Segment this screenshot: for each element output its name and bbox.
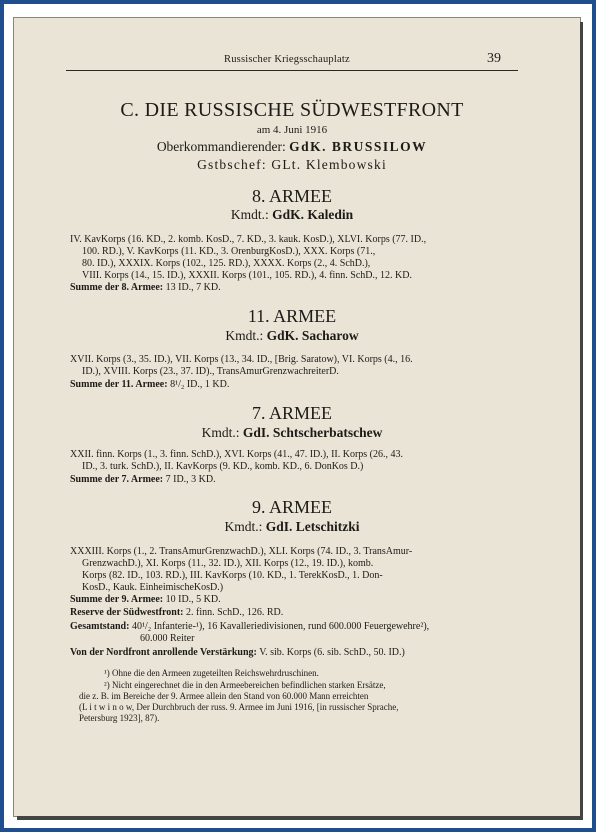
sum-label: Summe der 9. Armee: xyxy=(70,594,164,605)
kmdt-label: Kmdt.: xyxy=(201,425,240,440)
total-label: Gesamtstand: xyxy=(70,621,130,632)
commander-name: GdK. BRUSSILOW xyxy=(289,139,428,154)
army-sum xyxy=(70,594,221,605)
army-heading: 7. ARMEE xyxy=(251,403,332,423)
kmdt-label: Kmdt.: xyxy=(224,519,263,534)
army-text-line: ID., 3. turk. SchD.), II. KavKorps (9. KD., komb. KD., 6. DonKos D.) xyxy=(82,461,364,472)
reserve-line xyxy=(70,607,283,618)
chief-name: GLt. Klembowski xyxy=(271,157,387,172)
footnote-2: ²) Nicht eingerechnet die in den Armeebereichen befindlichen starken Ersätze, xyxy=(104,680,386,690)
army-heading: 9. ARMEE xyxy=(251,497,332,517)
sum-value: 10 ID., 5 KD. xyxy=(165,594,221,605)
footnote-1: ¹) Ohne die den Armeen zugeteilten Reichswehrdruschinen. xyxy=(104,668,319,678)
section-date: am 4. Juni 1916 xyxy=(256,124,328,136)
footnote-2-continued: die z. B. im Bereiche der 9. Armee allein den Stand von 60.000 Mann erreichten xyxy=(79,691,369,701)
army-commander xyxy=(66,328,518,344)
north-value: V. sib. Korps (6. sib. SchD., 50. ID.) xyxy=(259,647,405,658)
footnote-2-continued: Petersburg 1923], 87). xyxy=(79,713,160,723)
commander-line xyxy=(66,139,518,155)
footnote-2-continued: (L i t w i n o w, Der Durchbruch der russ. 9. Armee im Juni 1916, [in russischer Sprache, xyxy=(79,702,399,712)
running-title: Russischer Kriegsschauplatz xyxy=(224,54,350,65)
total-line-continued: 60.000 Reiter xyxy=(140,633,195,644)
chief-of-staff-line xyxy=(66,157,518,173)
army-sum xyxy=(70,474,216,485)
army-text-line: GrenzwachD.), XI. Korps (11., 32. ID.), XII. Korps (12., 19. ID.), komb. xyxy=(82,558,374,569)
section-title: C. DIE RUSSISCHE SÜDWESTFRONT xyxy=(120,99,464,121)
reserve-value: 2. finn. SchD., 126. RD. xyxy=(186,607,284,618)
sum-value: 8¹/₂ ID., 1 KD. xyxy=(170,379,230,390)
army-text-line: ID.), XVIII. Korps (23., 37. ID)., TransAmurGrenzwachreiterD. xyxy=(82,366,339,377)
page-number: 39 xyxy=(487,51,501,66)
kmdt-label: Kmdt.: xyxy=(230,207,269,222)
army-heading: 11. ARMEE xyxy=(247,306,337,326)
chief-label: Gstbschef: xyxy=(197,157,267,172)
army-sum xyxy=(70,379,229,390)
header-rule xyxy=(66,70,518,71)
army-text-line: XXII. finn. Korps (1., 3. finn. SchD.), XVI. Korps (41., 47. ID.), II. Korps (26., 43. xyxy=(70,449,404,460)
army-commander xyxy=(66,207,518,223)
army-text-line: 100. RD.), V. KavKorps (11. KD., 3. OrenburgKosD.), XXX. Korps (71., xyxy=(82,246,376,257)
army-text-line: XVII. Korps (3., 35. ID.), VII. Korps (13., 34. ID., [Brig. Saratow), VI. Korps (4., 16. xyxy=(70,354,413,365)
total-value: 40¹/₂ Infanterie-¹), 16 Kavalleriedivisionen, rund 600.000 Feuergewehre²), xyxy=(131,621,430,632)
north-label: Von der Nordfront anrollende Verstärkung: xyxy=(70,647,257,658)
army-text-line: KosD., Kauk. EinheimischeKosD.) xyxy=(82,582,224,593)
army-commander xyxy=(66,425,518,441)
sum-value: 13 ID., 7 KD. xyxy=(165,282,221,293)
army-commander xyxy=(66,519,518,535)
sum-label: Summe der 8. Armee: xyxy=(70,282,164,293)
army-text-line: VIII. Korps (14., 15. ID.), XXXII. Korps (101., 105. RD.), 4. finn. SchD., 12. KD. xyxy=(82,270,412,281)
army-text-line: XXXIII. Korps (1., 2. TransAmurGrenzwachD.), XLI. Korps (74. ID., 3. TransAmur- xyxy=(70,546,413,557)
army-heading: 8. ARMEE xyxy=(251,186,332,206)
kmdt-name: GdK. Kaledin xyxy=(272,207,354,222)
kmdt-name: GdK. Sacharow xyxy=(266,328,359,343)
sum-value: 7 ID., 3 KD. xyxy=(165,474,216,485)
north-front-line xyxy=(70,647,405,658)
army-text-line: Korps (82. ID., 103. RD.), III. KavKorps (10. KD., 1. TerekKosD., 1. Don- xyxy=(82,570,383,581)
total-line xyxy=(70,621,429,632)
kmdt-name: GdI. Letschitzki xyxy=(265,519,360,534)
army-text-line: IV. KavKorps (16. KD., 2. komb. KosD., 7. KD., 3. kauk. KosD.), XLVI. Korps (77. ID., xyxy=(70,234,427,245)
kmdt-name: GdI. Schtscherbatschew xyxy=(242,425,383,440)
kmdt-label: Kmdt.: xyxy=(225,328,264,343)
sum-label: Summe der 11. Armee: xyxy=(70,379,168,390)
commander-label: Oberkommandierender: xyxy=(156,139,286,154)
army-text-line: 80. ID.), XXXIX. Korps (102., 125. RD.), XXXX. Korps (2., 4. SchD.), xyxy=(82,258,371,269)
army-sum xyxy=(70,282,221,293)
reserve-label: Reserve der Südwestfront: xyxy=(70,607,184,618)
sum-label: Summe der 7. Armee: xyxy=(70,474,164,485)
